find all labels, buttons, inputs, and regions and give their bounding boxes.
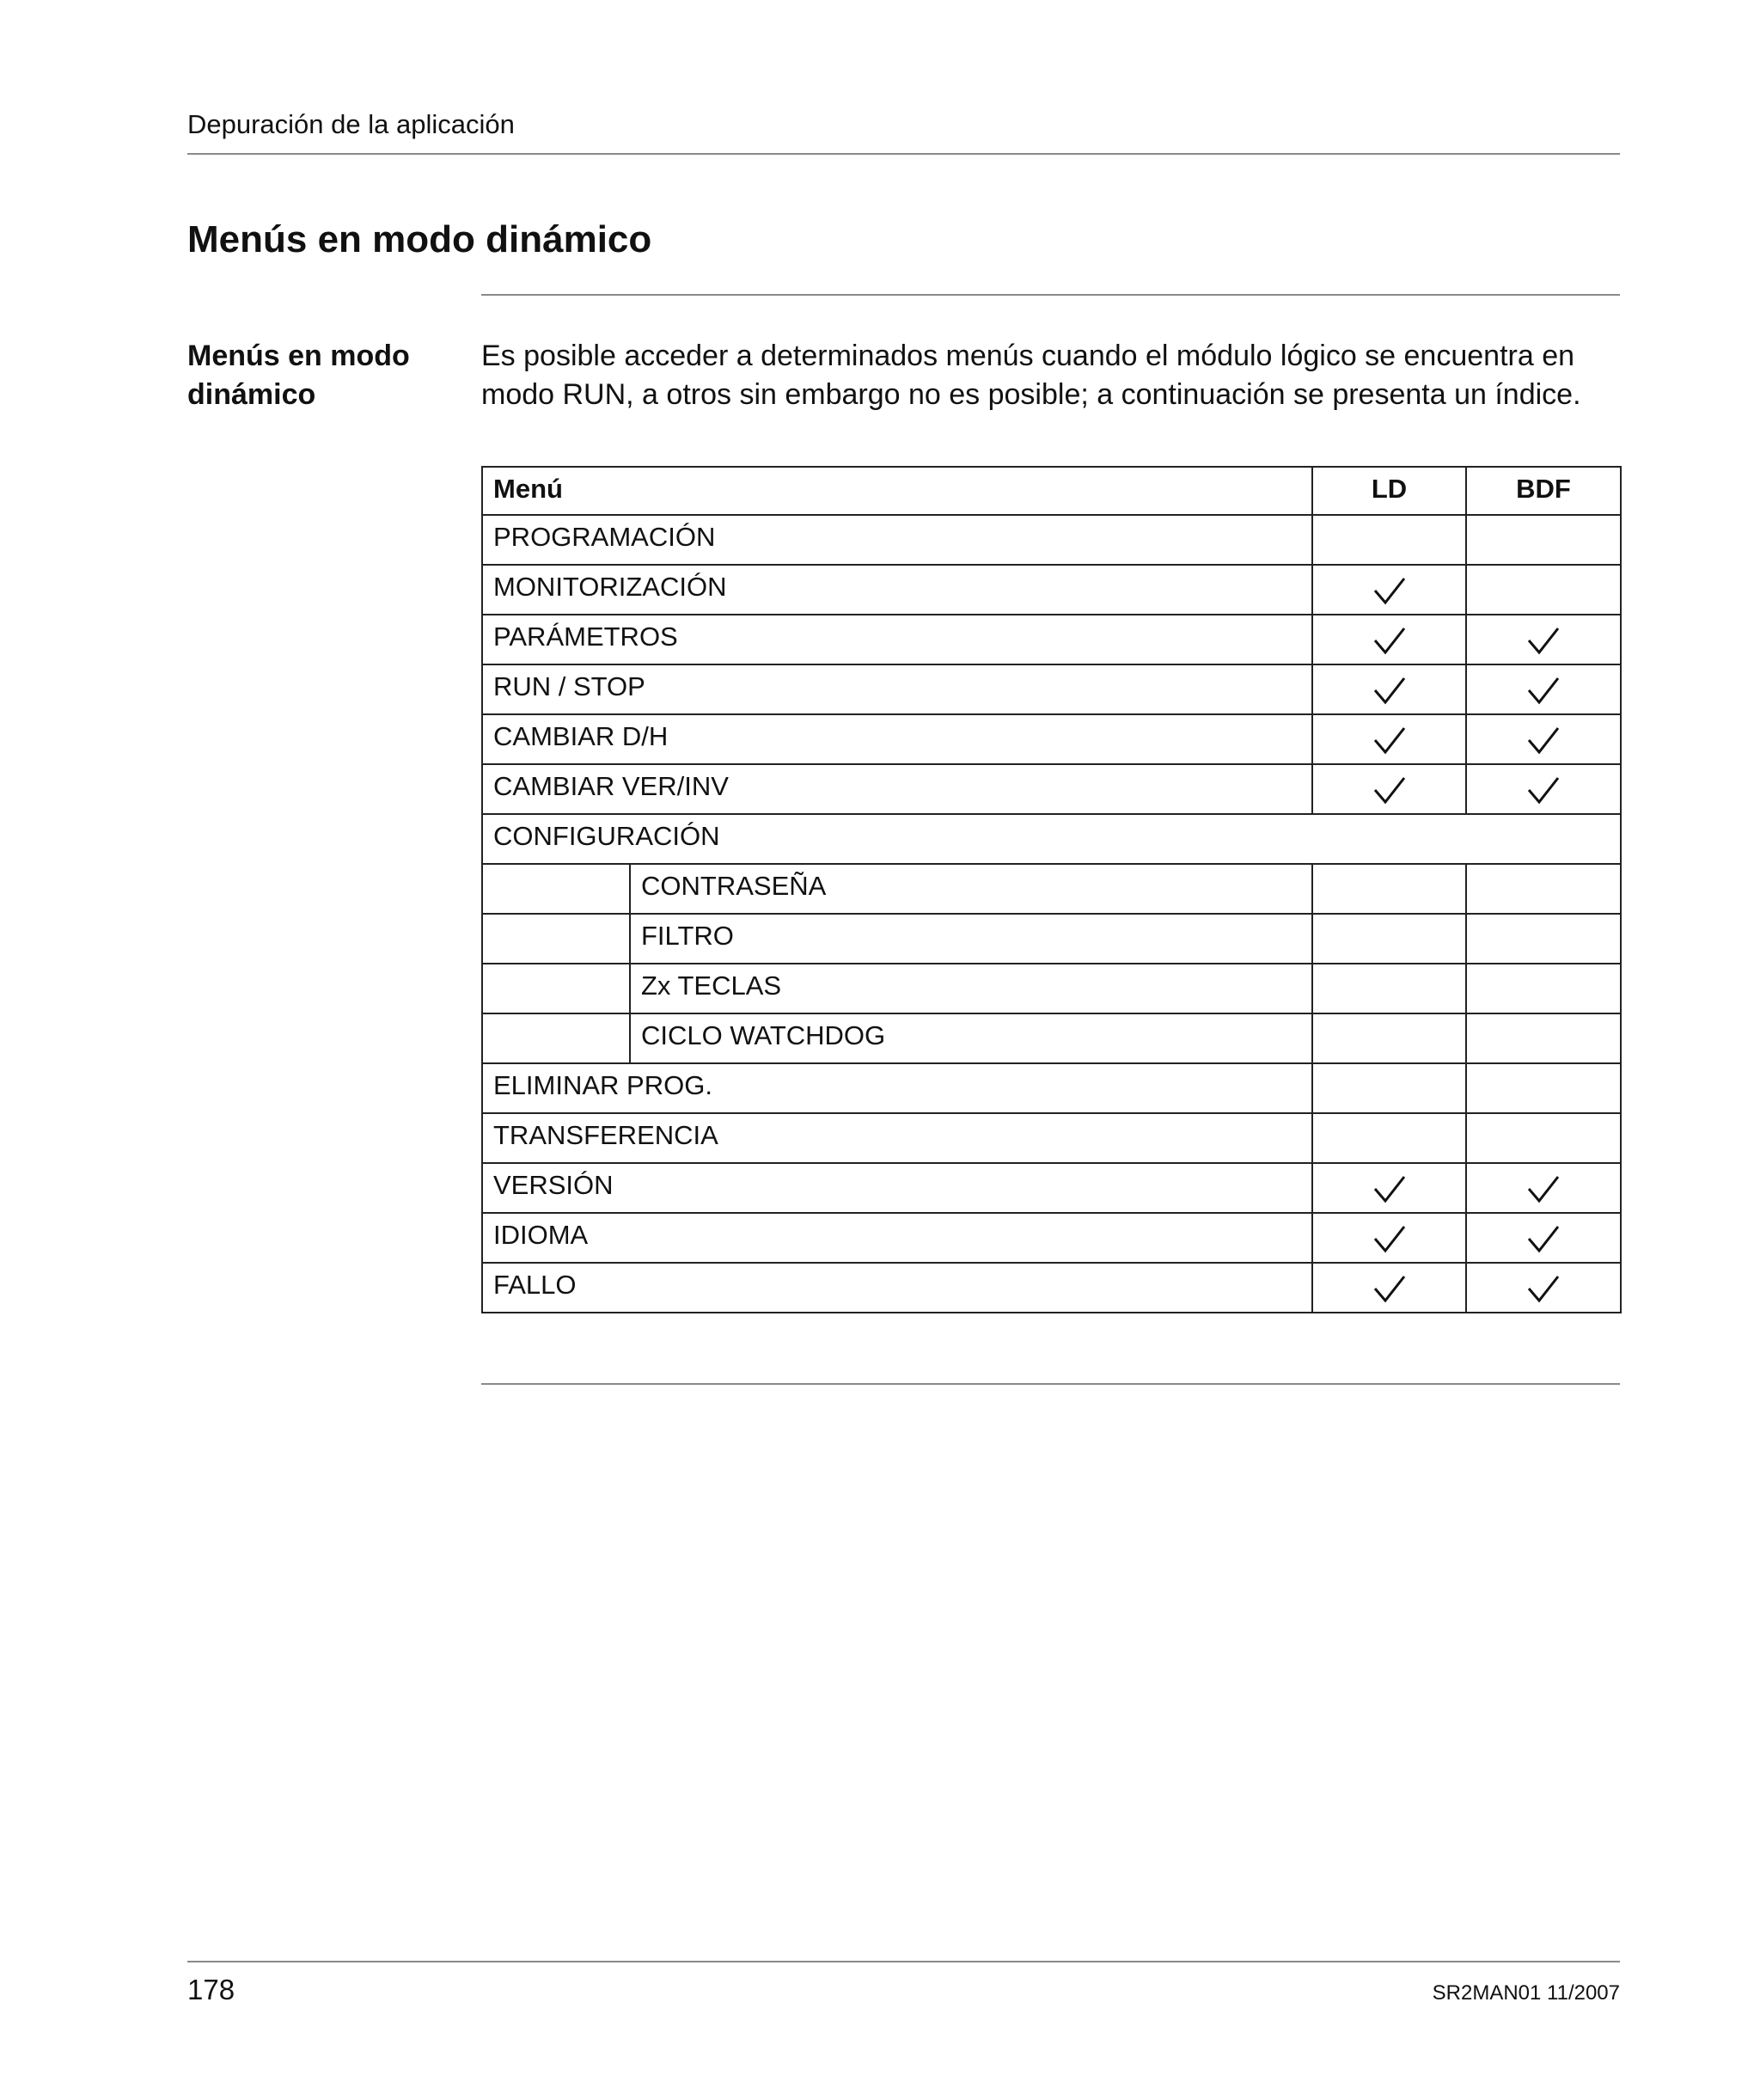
table-row [482, 1013, 1621, 1063]
table-row [482, 1263, 1621, 1313]
menu-label-cell: RUN / STOP [482, 664, 1312, 714]
header-divider [187, 153, 1620, 155]
ld-cell [1312, 515, 1466, 565]
table-row [482, 1113, 1621, 1163]
checkmark-icon [1372, 726, 1407, 756]
column-header-bdf: BDF [1466, 467, 1621, 515]
checkmark-icon [1372, 626, 1407, 657]
checkmark-icon [1372, 1174, 1407, 1205]
menu-label-cell: IDIOMA [482, 1213, 1312, 1263]
table-row [482, 615, 1621, 664]
bdf-cell [1466, 1013, 1621, 1063]
menu-label-cell: PARÁMETROS [482, 615, 1312, 664]
menu-label-cell: TRANSFERENCIA [482, 1113, 1312, 1163]
menu-table [481, 466, 1622, 1313]
indent-cell [482, 1013, 630, 1063]
table-row [482, 964, 1621, 1013]
bdf-cell [1466, 1163, 1621, 1213]
menu-label-cell: VERSIÓN [482, 1163, 1312, 1213]
menu-label-cell: PROGRAMACIÓN [482, 515, 1312, 565]
page-number: 178 [187, 1974, 235, 2005]
bdf-cell [1466, 914, 1621, 964]
running-header: Depuración de la aplicación [187, 109, 515, 139]
ld-cell [1312, 964, 1466, 1013]
checkmark-icon [1372, 775, 1407, 806]
ld-cell [1312, 664, 1466, 714]
table-row [482, 914, 1621, 964]
title-divider [481, 294, 1620, 296]
submenu-label-cell: Zx TECLAS [630, 964, 1312, 1013]
menu-label-cell: CAMBIAR VER/INV [482, 764, 1312, 814]
bdf-cell [1466, 615, 1621, 664]
checkmark-icon [1372, 1224, 1407, 1255]
table-row [482, 814, 1621, 864]
ld-cell [1312, 1063, 1466, 1113]
ld-cell [1312, 1013, 1466, 1063]
bdf-cell [1466, 1213, 1621, 1263]
checkmark-icon [1526, 775, 1561, 806]
ld-cell [1312, 764, 1466, 814]
ld-cell [1312, 1113, 1466, 1163]
ld-cell [1312, 1263, 1466, 1313]
checkmark-icon [1526, 1274, 1561, 1305]
group-label-cell: CONFIGURACIÓN [482, 814, 1621, 864]
indent-cell [482, 964, 630, 1013]
submenu-label-cell: CICLO WATCHDOG [630, 1013, 1312, 1063]
intro-paragraph: Es posible acceder a determinados menús cuando el módulo lógico se encuentra en modo RUN, a otros sin embargo no es posible; a continuación se presenta un índice. [481, 340, 1581, 411]
table-body [482, 515, 1621, 1313]
menu-label-cell: CAMBIAR D/H [482, 714, 1312, 764]
menu-label-cell: FALLO [482, 1263, 1312, 1313]
table-row [482, 565, 1621, 615]
checkmark-icon [1372, 676, 1407, 707]
bdf-cell [1466, 764, 1621, 814]
column-header-menu: Menú [482, 467, 1312, 515]
bdf-cell [1466, 964, 1621, 1013]
side-label: Menús en modo dinámico [187, 340, 410, 411]
table-row [482, 714, 1621, 764]
submenu-label-cell: CONTRASEÑA [630, 864, 1312, 914]
bdf-cell [1466, 1263, 1621, 1313]
table-row [482, 515, 1621, 565]
ld-cell [1312, 615, 1466, 664]
ld-cell [1312, 714, 1466, 764]
checkmark-icon [1526, 726, 1561, 756]
footer-divider [187, 1961, 1620, 1962]
ld-cell [1312, 1213, 1466, 1263]
table-row [482, 1063, 1621, 1113]
menu-label-cell: ELIMINAR PROG. [482, 1063, 1312, 1113]
column-header-ld: LD [1312, 467, 1466, 515]
ld-cell [1312, 864, 1466, 914]
table-row [482, 764, 1621, 814]
page-title: Menús en modo dinámico [187, 218, 652, 260]
doc-reference: SR2MAN01 11/2007 [1432, 1981, 1620, 2005]
indent-cell [482, 864, 630, 914]
table-row [482, 1163, 1621, 1213]
table-row [482, 664, 1621, 714]
bdf-cell [1466, 565, 1621, 615]
indent-cell [482, 914, 630, 964]
checkmark-icon [1526, 626, 1561, 657]
table-row [482, 864, 1621, 914]
bdf-cell [1466, 1113, 1621, 1163]
section-end-divider [481, 1383, 1620, 1385]
checkmark-icon [1526, 676, 1561, 707]
submenu-label-cell: FILTRO [630, 914, 1312, 964]
bdf-cell [1466, 714, 1621, 764]
table-header-row [482, 467, 1621, 515]
bdf-cell [1466, 864, 1621, 914]
ld-cell [1312, 1163, 1466, 1213]
bdf-cell [1466, 1063, 1621, 1113]
table-row [482, 1213, 1621, 1263]
bdf-cell [1466, 515, 1621, 565]
checkmark-icon [1526, 1224, 1561, 1255]
checkmark-icon [1372, 1274, 1407, 1305]
menu-label-cell: MONITORIZACIÓN [482, 565, 1312, 615]
checkmark-icon [1372, 576, 1407, 607]
ld-cell [1312, 914, 1466, 964]
checkmark-icon [1526, 1174, 1561, 1205]
bdf-cell [1466, 664, 1621, 714]
ld-cell [1312, 565, 1466, 615]
